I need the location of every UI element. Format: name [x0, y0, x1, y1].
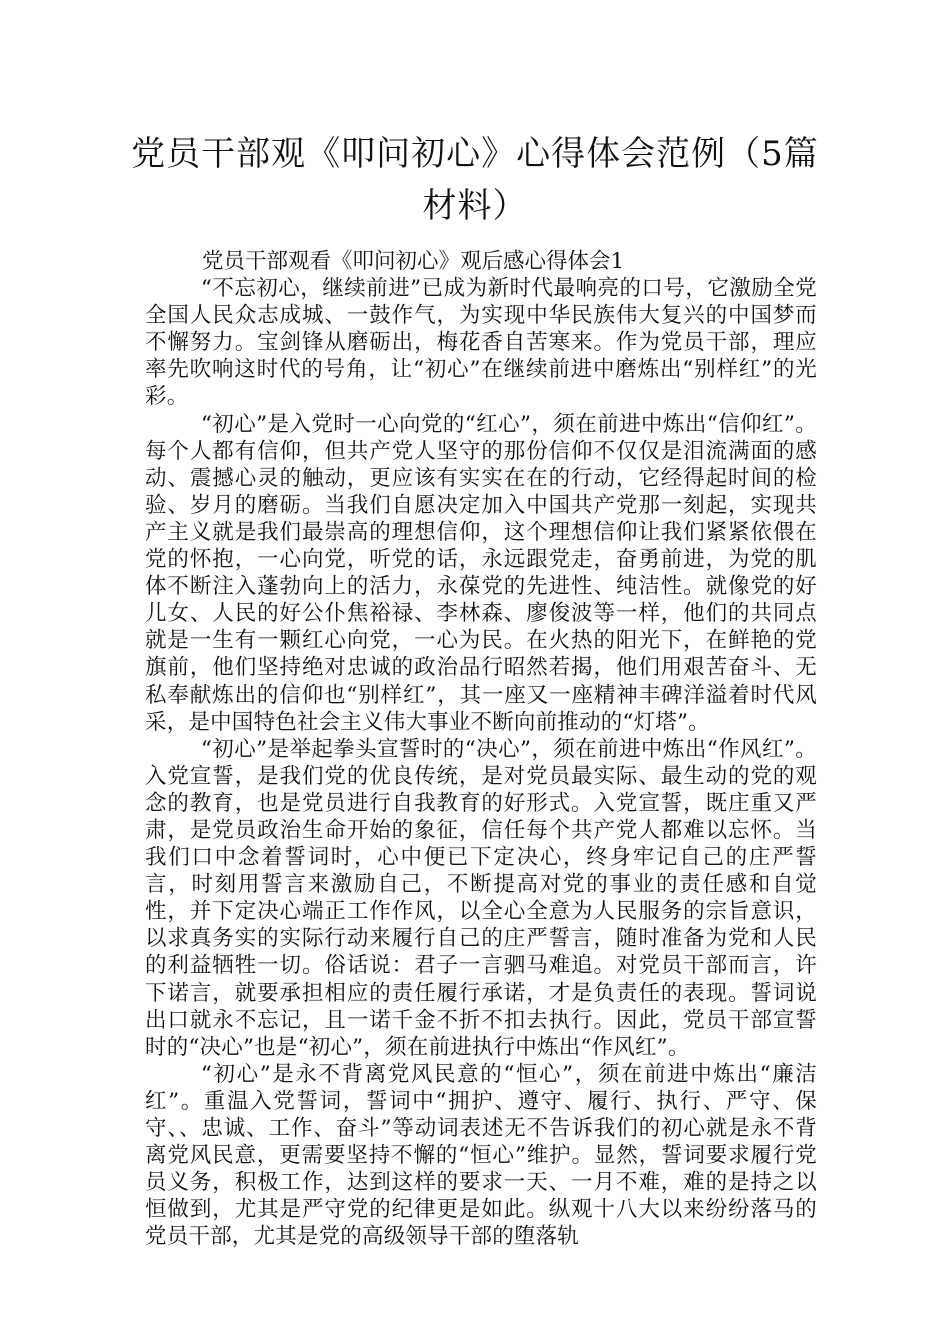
- paragraph-1: “不忘初心，继续前进”已成为新时代最响亮的口号，它激励全党全国人民众志成城、一鼓作气，为实现中华民族伟大复兴的中国梦而不懈努力。宝剑锋从磨砺出，梅花香自苦寒来。作为党员干部，理应率先吹响这时代的号角，让“初心”在继续前进中磨炼出“别样红”的光彩。: [145, 276, 817, 410]
- document-title: 党员干部观《叩问初心》心得体会范例（5篇材料）: [131, 134, 819, 226]
- document-body: [145, 248, 817, 1250]
- paragraph-2: “初心”是入党时一心向党的“红心”，须在前进中炼出“信仰红”。每个人都有信仰，但共产党人坚守的那份信仰不仅仅是泪流满面的感动、震撼心灵的触动，更应该有实实在在的行动，它经得起时间的检验、岁月的磨砺。当我们自愿决定加入中国共产党那一刻起，实现共产主义就是我们最崇高的理想信仰，这个理想信仰让我们紧紧依偎在党的怀抱，一心向党，听党的话，永远跟党走，奋勇前进，为党的肌体不断注入蓬勃向上的活力，永葆党的先进性、纯洁性。就像党的好儿女、人民的好公仆焦裕禄、李林森、廖俊波等一样，他们的共同点就是一生有一颗红心向党，一心为民。在火热的阳光下，在鲜艳的党旗前，他们坚持绝对忠诚的政治品行昭然若揭，他们用艰苦奋斗、无私奉献炼出的信仰也“别样红”，其一座又一座精神丰碑洋溢着时代风采，是中国特色社会主义伟大事业不断向前推动的“灯塔”。: [145, 411, 817, 735]
- section-heading: 党员干部观看《叩问初心》观后感心得体会1: [202, 249, 625, 274]
- paragraph-3: “初心”是举起拳头宣誓时的“决心”，须在前进中炼出“作风红”。入党宣誓，是我们党的优良传统，是对党员最实际、最生动的党的观念的教育，也是党员进行自我教育的好形式。入党宣誓，既庄重又严肃，是党员政治生命开始的象征，信任每个共产党人都难以忘怀。当我们口中念着誓词时，心中便已下定决心，终身牢记自己的庄严誓言，时刻用誓言来激励自己，不断提高对党的事业的责任感和自觉性，并下定决心端正工作作风，以全心全意为人民服务的宗旨意识，以求真务实的实际行动来履行自己的庄严誓言，随时准备为党和人民的利益牺牲一切。俗话说：君子一言驷马难追。对党员干部而言，许下诺言，就要承担相应的责任履行承诺，才是负责任的表现。誓词说出口就永不忘记，且一诺千金不折不扣去执行。因此，党员干部宣誓时的“决心”也是“初心”，须在前进执行中炼出“作风红”。: [145, 736, 817, 1060]
- paragraph-4: “初心”是永不背离党风民意的“恒心”，须在前进中炼出“廉洁红”。重温入党誓词，誓词中“拥护、遵守、履行、执行、严守、保守、、忠诚、工作、奋斗”等动词表述无不告诉我们的初心就是永不背离党风民意，更需要坚持不懈的“恒心”维护。显然，誓词要求履行党员义务，积极工作，达到这样的要求一天、一月不难，难的是持之以恒做到，尤其是严守党的纪律更是如此。纵观十八大以来纷纷落马的党员干部，尤其是党的高级领导干部的堕落轨: [145, 1061, 817, 1250]
